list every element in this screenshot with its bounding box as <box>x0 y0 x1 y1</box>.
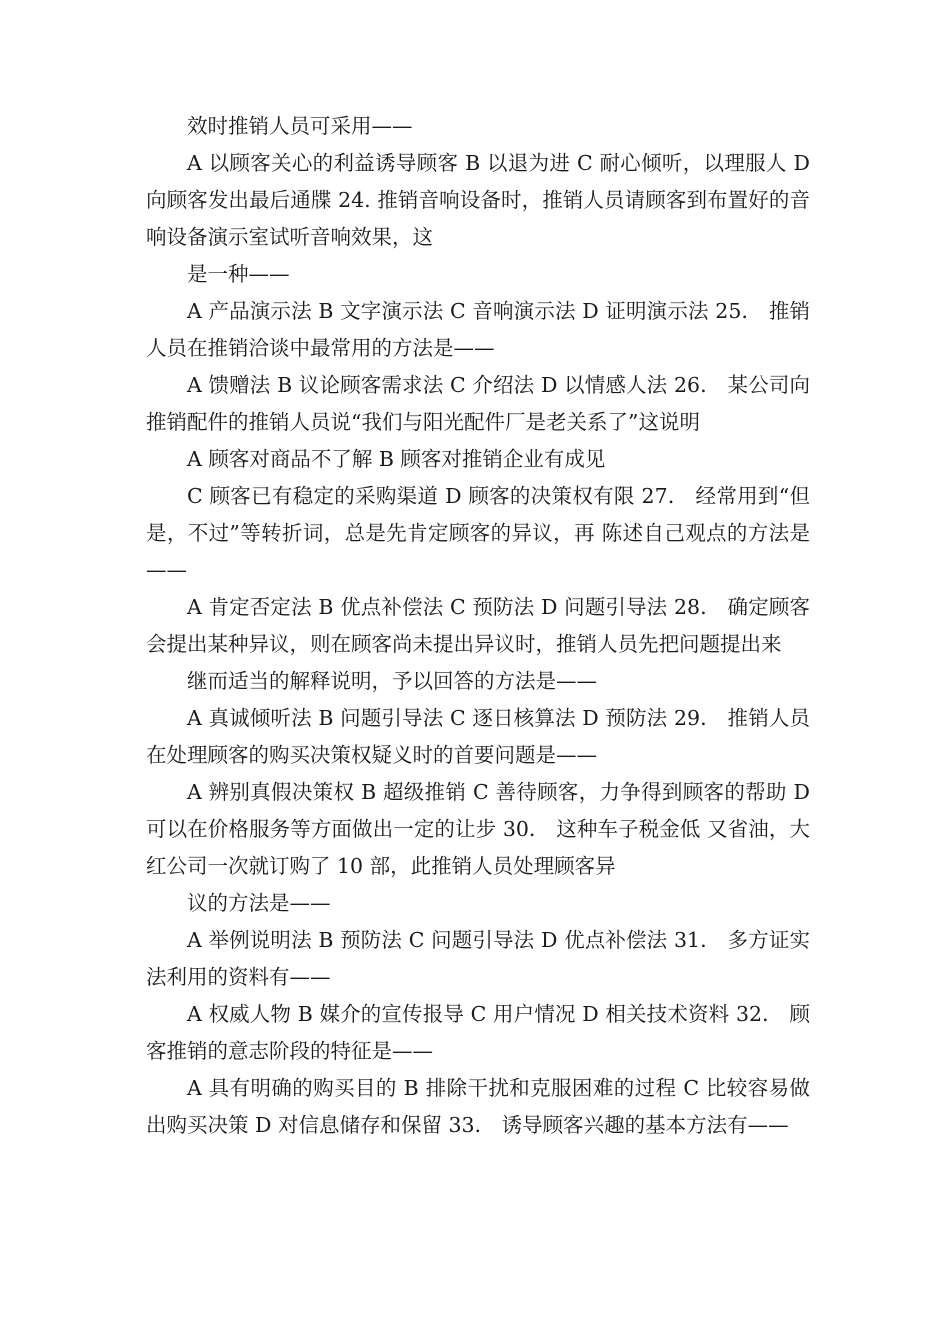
paragraph-15: A 具有明确的购买目的 B 排除干扰和克服困难的过程 C 比较容易做出购买决策 D 对信息储存和保留 33． 诱导顾客兴趣的基本方法有—— <box>146 1076 810 1137</box>
paragraph-11: A 辨别真假决策权 B 超级推销 C 善待顾客，力争得到顾客的帮助 D 可以在价格服务等方面做出一定的让步 30． 这种车子税金低 又省油，大红公司一次就订购了 10 部，此推销人员处理顾客异 <box>146 780 810 878</box>
paragraph-4: A 产品演示法 B 文字演示法 C 音响演示法 D 证明演示法 25． 推销人员在推销洽谈中最常用的方法是—— <box>146 299 810 360</box>
paragraph-1: 效时推销人员可采用—— <box>187 114 413 138</box>
paragraph-7: C 顾客已有稳定的采购渠道 D 顾客的决策权有限 27． 经常用到“但是，不过”等转折词，总是先肯定顾客的异议，再 陈述自己观点的方法是—— <box>146 484 810 582</box>
paragraph-9: 继而适当的解释说明，予以回答的方法是—— <box>187 669 597 693</box>
paragraph-3: 是一种—— <box>187 262 290 286</box>
paragraph-8: A 肯定否定法 B 优点补偿法 C 预防法 D 问题引导法 28． 确定顾客会提出某种异议，则在顾客尚未提出异议时，推销人员先把问题提出来 <box>146 595 810 656</box>
paragraph-13: A 举例说明法 B 预防法 C 问题引导法 D 优点补偿法 31． 多方证实法利用的资料有—— <box>146 928 810 989</box>
document-page <box>146 108 810 1144</box>
paragraph-6: A 顾客对商品不了解 B 顾客对推销企业有成见 <box>187 447 606 471</box>
paragraph-5: A 馈赠法 B 议论顾客需求法 C 介绍法 D 以情感人法 26． 某公司向推销配件的推销人员说“我们与阳光配件厂是老关系了”这说明 <box>146 373 810 434</box>
paragraph-12: 议的方法是—— <box>187 891 331 915</box>
paragraph-14: A 权威人物 B 媒介的宣传报导 C 用户情况 D 相关技术资料 32． 顾客推销的意志阶段的特征是—— <box>146 1002 810 1063</box>
paragraph-10: A 真诚倾听法 B 问题引导法 C 逐日核算法 D 预防法 29． 推销人员在处理顾客的购买决策权疑义时的首要问题是—— <box>146 706 810 767</box>
paragraph-2: A 以顾客关心的利益诱导顾客 B 以退为进 C 耐心倾听，以理服人 D 向顾客发出最后通牒 24. 推销音响设备时，推销人员请顾客到布置好的音响设备演示室试听音响效果，这 <box>146 151 810 249</box>
